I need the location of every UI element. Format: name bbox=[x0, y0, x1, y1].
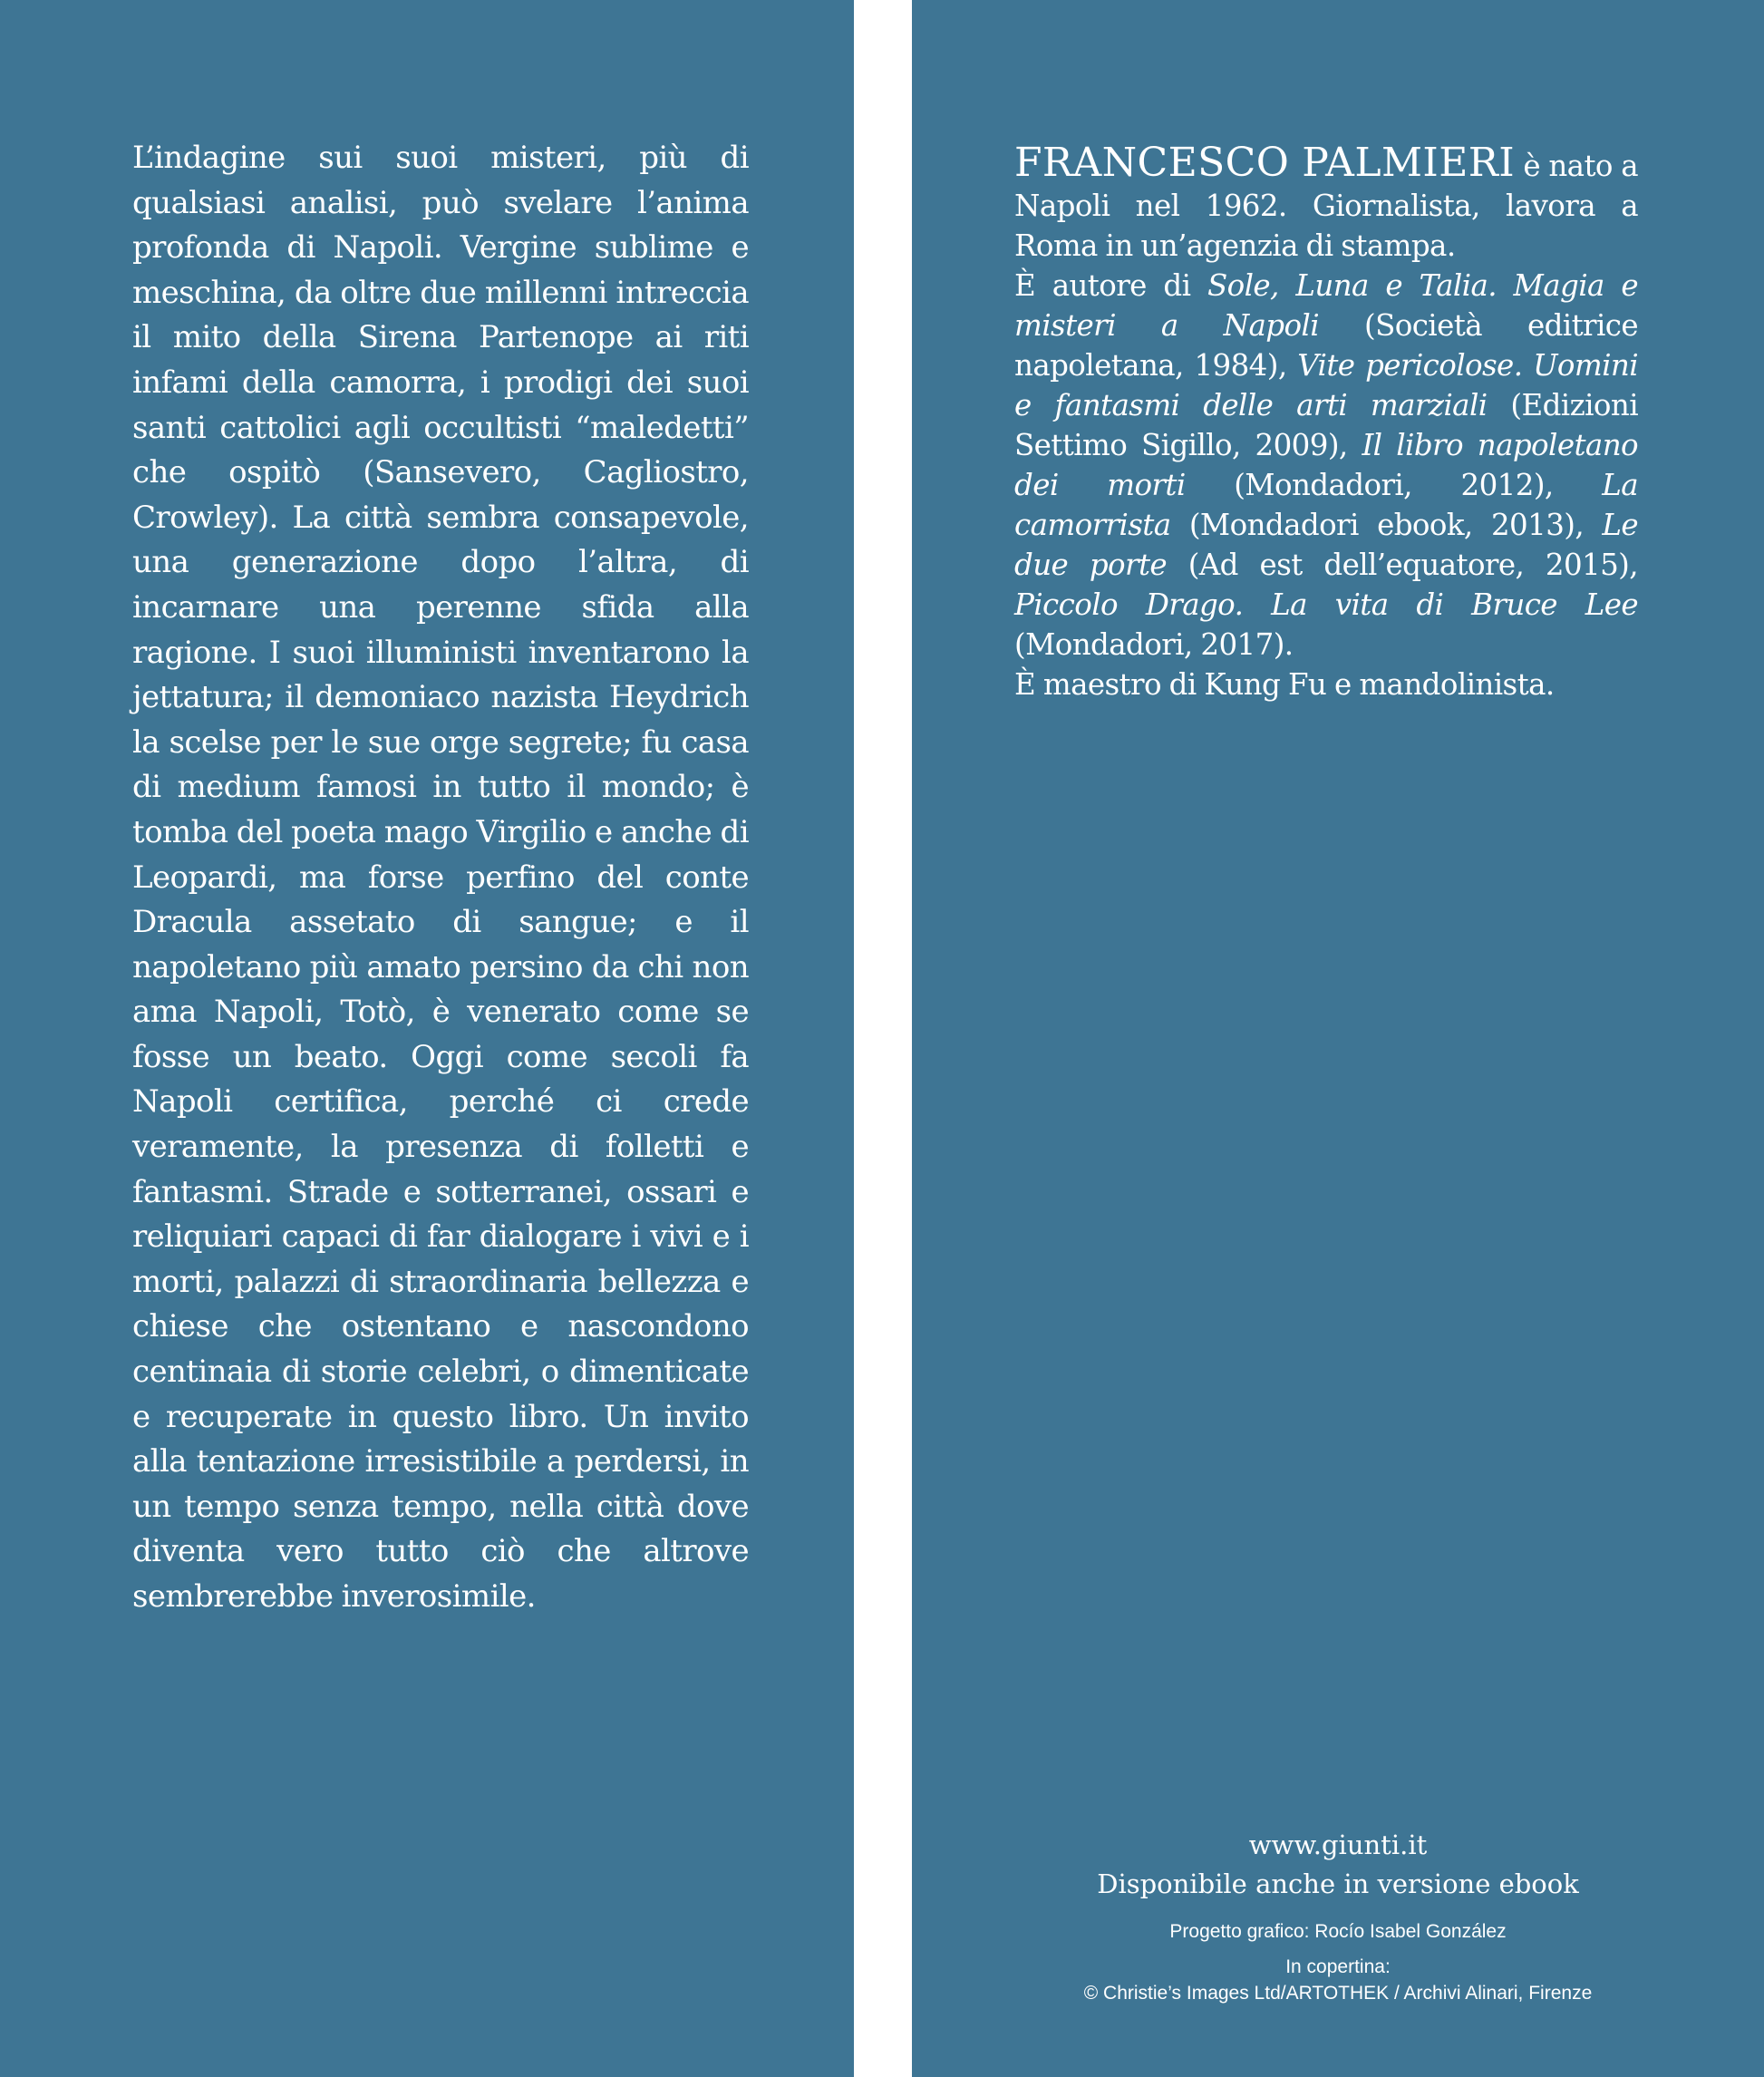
work-title: Piccolo Drago. La vita di Bruce Lee bbox=[1014, 587, 1638, 622]
author-name: FRANCESCO PALMIERI bbox=[1014, 140, 1516, 186]
synopsis-text: L’indagine sui suoi misteri, più di qualsiasi analisi, può svelare l’anima profonda di Napoli. Vergine sublime e meschina, da oltre due millenni intreccia il mito della Sirena Partenope ai riti infami della camorra, i prodigi dei suoi santi cattolici agli occultisti “maledetti” che ospitò (Sansevero, Cagliostro, Crowley). La città sembra consapevole, una generazione dopo l’altra, di incarnare una perenne sfida alla ragione. I suoi illuministi inventarono la jettatura; il demoniaco nazista Heydrich la scelse per le sue orge segrete; fu casa di medium famosi in tutto il mondo; è tomba del poeta mago Virgilio e anche di Leopardi, ma forse perfino del conte Dracula assetato di sangue; e il napoletano più amato persino da chi non ama Napoli, Totò, è venerato come se fosse un beato. Oggi come secoli fa Napoli certifica, perché ci crede veramente, la presenza di folletti e fantasmi. Strade e sotterranei, ossari e reliquiari capaci di far dialogare i vivi e i morti, palazzi di straordinaria bellezza e chiese che ostentano e nascondono centinaia di storie celebri, o dimenticate e recuperate in questo libro. Un invito alla tentazione irresistibile a perdersi, in un tempo senza tempo, nella città dove diventa vero tutto ciò che altrove sembrerebbe inverosimile. bbox=[132, 140, 749, 1615]
cover-label: In copertina: bbox=[1285, 1956, 1391, 1977]
designer-credit: Progetto grafico: Rocío Isabel González bbox=[1169, 1921, 1507, 1942]
cover-credit: © Christie’s Images Ltd/ARTOTHEK / Archivi Alinari, Firenze bbox=[1083, 1983, 1593, 2004]
bio-intro: è nato a Napoli nel 1962. Giornalista, lavora a Roma in un’agenzia di stampa. bbox=[1014, 149, 1638, 263]
work-title: Le due porte bbox=[1014, 508, 1638, 582]
work-title: Sole, Luna e Talia. Magia e misteri a Napoli bbox=[1014, 268, 1638, 343]
back-flap bbox=[912, 0, 1764, 2077]
bio-closing: È maestro di Kung Fu e mandolinista. bbox=[1014, 667, 1555, 702]
author-bio bbox=[1014, 140, 1639, 704]
publisher-credits bbox=[912, 1826, 1764, 2006]
work-title: Vite pericolose. Uomini e fantasmi delle arti marziali bbox=[1014, 348, 1638, 422]
front-flap bbox=[0, 0, 854, 2077]
work-note: (Mondadori ebook, 2013), bbox=[1170, 508, 1603, 542]
work-note: (Edizioni Settimo Sigillo, 2009), bbox=[1014, 388, 1639, 462]
ebook-note: Disponibile anche in versione ebook bbox=[1097, 1868, 1579, 1899]
work-note: (Mondadori, 2012), bbox=[1185, 468, 1603, 502]
bio-intro-paragraph bbox=[1014, 140, 1638, 266]
work-title: Il libro napoletano dei morti bbox=[1014, 428, 1638, 502]
works-lead: È autore di bbox=[1014, 268, 1207, 303]
work-note: (Mondadori, 2017). bbox=[1014, 627, 1294, 662]
publisher-website: www.giunti.it bbox=[1248, 1830, 1428, 1860]
work-note: (Ad est dell’equatore, 2015), bbox=[1167, 548, 1638, 582]
work-title: La camorrista bbox=[1014, 468, 1638, 542]
bio-works-paragraph bbox=[1014, 266, 1638, 665]
work-note: (Società editrice napoletana, 1984), bbox=[1014, 308, 1638, 383]
